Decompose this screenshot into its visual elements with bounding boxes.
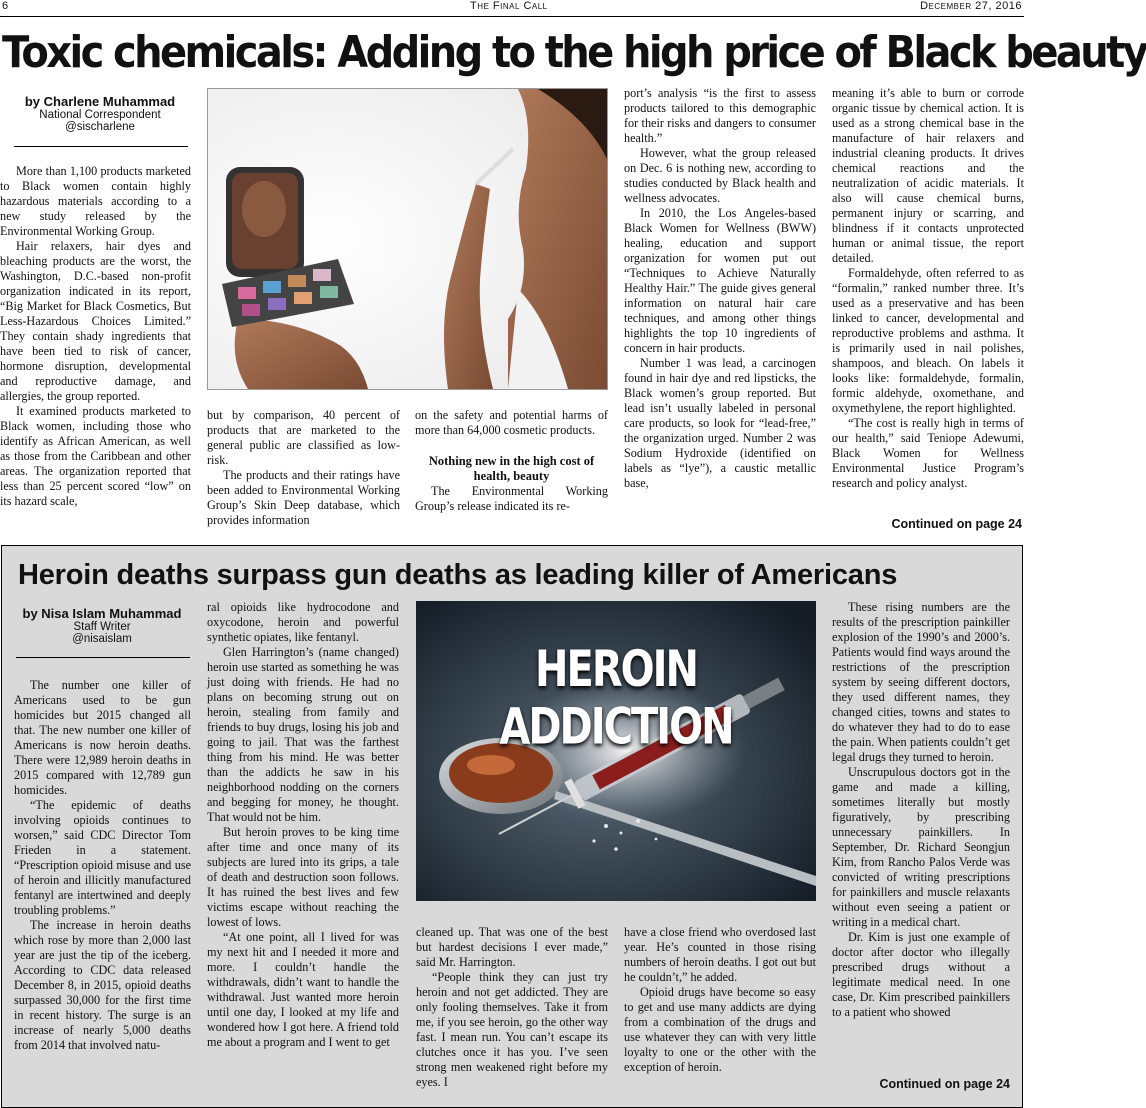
paragraph: meaning it’s able to burn or corrode organic tissue by chemical action. It is used as a strong chemical base in the manufacture of hair relaxers and industrial cleaning products. It drives chemical reactions and the neutralization of acidic materials. It also will cause chemical burns, permanent injury or scarring, and blindness if it contacts unprotected human or animal tissue, the report detailed. — [832, 86, 1024, 265]
paragraph: Glen Harrington’s (name changed) heroin use started as something he was just doing with friends. He had no plans on becoming strung out on heroin, stealing from family and friends to buy drugs, losing his job and going to jail. That was the farthest thing from his mind. He was better than the addicts he saw in his neighborhood nodding on the corners and begging for money, he thought. That would not be him. — [207, 645, 399, 824]
paragraph: Number 1 was lead, a carcinogen found in hair dye and red lipsticks, the Black women’s group reported. But lead isn’t usually labeled in personal care products, so look for “lead-free,” the organization urged. Number 2 was Sodium Hydroxide (identified on labels as “lye”), a caustic metallic base, — [624, 356, 816, 490]
paragraph: “The cost is really high in terms of our health,” said Teniope Adewumi, Black Women for Wellness Environmental Justice Program’s research and policy analyst. — [832, 416, 1024, 490]
paragraph: These rising numbers are the results of the prescription painkiller explosion of the 1990’s and 2000’s. Patients would find ways around the restrictions of the prescription system by seeing different doctors, they used different names, they changed cities, towns and states to do whatever they had to do to ease the pain. When patients couldn’t get legal drugs they turned to heroin. — [832, 600, 1010, 764]
paragraph: But heroin proves to be king time after time and once many of its subjects are lured into its grips, a tale of death and destruction soon follows. It has ruined the best lives and few victims escape without reaching the lowest of lows. — [207, 825, 399, 929]
story1-byline — [10, 94, 190, 133]
story1-column-5 — [832, 86, 1024, 491]
story2-column-3 — [416, 925, 608, 1090]
story2-column-2 — [207, 600, 399, 1050]
beauty-photo — [207, 88, 608, 390]
heroin-addiction-photo — [416, 601, 816, 901]
paragraph: The products and their ratings have been added to Environmental Working Group’s Skin Deep database, which provides information — [207, 468, 400, 527]
story2-column-1 — [14, 678, 191, 1053]
paragraph: Dr. Kim is just one example of doctor after doctor who illegally prescribed drugs without a legitimate medical need. In one case, Dr. Kim prescribed painkillers to a patient who showed — [832, 930, 1010, 1019]
woman-with-mirror-illustration — [208, 89, 607, 389]
paragraph: It examined products marketed to Black women, including those who identify as African American, as well as those from the Caribbean and other areas. The organization reported that less than 25 percent scored “low” on its hazard scale, — [0, 404, 191, 508]
paragraph: “At one point, all I lived for was my next hit and I needed it more and more. I couldn’t handle the withdrawals, didn’t want to handle the withdrawal. Just wanted more heroin until one day, I looked at my life and wondered how I got here. A friend told me about a program and I went to get — [207, 930, 399, 1049]
paragraph: on the safety and potential harms of more than 64,000 cosmetic products. — [415, 408, 608, 437]
paragraph: Formaldehyde, often referred to as “formalin,” ranked number three. It’s used as a preservative and has been linked to cancer, developmental and reproductive problems and asthma. It is primarily used in nail polishes, shampoos, and bleach. On labels it looks like: formaldehyde, formalin, formic aldehyde, oxomethane, and oxymethylene, the report highlighted. — [832, 266, 1024, 415]
paragraph: The increase in heroin deaths which rose by more than 2,000 last year are just the tip of the iceberg. According to CDC data released December 8, in 2015, opioid deaths surpassed 30,000 for the first time in recent history. The surge is an increase of nearly 5,000 deaths from 2014 that involved natu- — [14, 918, 191, 1052]
story1-column-3 — [415, 408, 608, 514]
paragraph: Hair relaxers, hair dyes and bleaching products are the worst, the Washington, D.C.-based non-profit organization indicated in its report, “Big Market for Black Cosmetics, But Less-Hazardous Choices Limited.” They contain shady ingredients that have been tied to risk of cancer, hormone disruption, developmental and reproductive damage, and allergies, the group reported. — [0, 239, 191, 403]
paragraph: However, what the group released on Dec. 6 is nothing new, according to studies conducted by Black health and wellness advocates. — [624, 146, 816, 205]
story1-column-4 — [624, 86, 816, 491]
image-overlay-title: HEROIN ADDICTION — [499, 641, 733, 756]
paragraph: Unscrupulous doctors got in the game and made a killing, sometimes literally but mostly figuratively, by prescribing unnecessary painkillers. In September, Dr. Richard Seongjun Kim, from Rancho Palos Verde was convicted of writing prescriptions for painkillers and muscle relaxants without even seeing a patient or writing in a medical chart. — [832, 765, 1010, 929]
running-header — [0, 0, 1024, 17]
story1-column-1 — [0, 164, 191, 509]
byline-rule — [14, 146, 188, 147]
paragraph: “The epidemic of deaths involving opioids continues to worsen,” said CDC Director Tom Frieden in a statement. “Prescription opioid misuse and use of heroin and illicitly manufactured fentanyl are intertwined and deeply troubling problems.” — [14, 798, 191, 917]
publication-name: The Final Call — [470, 0, 548, 12]
paragraph: The number one killer of Americans used to be gun homicides but 2015 changed all that. The new number one killer of Americans is now heroin deaths. There were 12,989 heroin deaths in 2015 compared with 12,789 gun homicides. — [14, 678, 191, 797]
paragraph: The Environmental Working Group’s release indicated its re- — [415, 484, 608, 513]
paragraph: “People think they can just try heroin and not get addicted. They are only fooling themselves. Take it from me, if you see heroin, go the other way fast. I mean run. You can’t escape its clutches once it has you. I’ve seen strong men weakened right before my eyes. I — [416, 970, 608, 1089]
byline-name: by Charlene Muhammad — [24, 94, 176, 109]
paragraph: but by comparison, 40 percent of products that are marketed to the general public are classified as low-risk. — [207, 408, 400, 467]
paragraph: port’s analysis “is the first to assess products tailored to this demographic for their risks and dangers to consumer health.” — [624, 86, 816, 145]
paragraph: Opioid drugs have become so easy to get and use many addicts are dying from a combination of the drugs and use whatever they can with very little loyalty to one or the other with the exception of heroin. — [624, 985, 816, 1074]
story2-column-4 — [624, 925, 816, 1075]
byline-title: National Correspondent — [39, 109, 161, 121]
paragraph: In 2010, the Los Angeles-based Black Women for Wellness (BWW) healing, education and support organization for women put out “Techniques to Achieve Naturally Healthy Hair.” The guide gives general information on natural hair care techniques, and among other things highlights the top 10 ingredients of concern in hair products. — [624, 206, 816, 355]
story2-byline — [12, 606, 192, 645]
story2-continued-link[interactable]: Continued on page 24 — [879, 1077, 1010, 1091]
story1-headline: Toxic chemicals: Adding to the high price of Black beauty — [2, 28, 1146, 78]
paragraph: have a close friend who overdosed last year. He’s counted in those rising numbers of heroin deaths. I got out but he couldn’t,” he added. — [624, 925, 816, 984]
story1-subhead: Nothing new in the high cost of health, beauty — [428, 454, 595, 483]
paragraph: ral opioids like hydrocodone and oxycodone, heroin and powerful synthetic opiates, like fentanyl. — [207, 600, 399, 644]
issue-date: December 27, 2016 — [920, 0, 1022, 12]
page-number: 6 — [2, 0, 9, 12]
story2-column-5 — [832, 600, 1010, 1020]
story2-headline: Heroin deaths surpass gun deaths as leading killer of Americans — [18, 559, 898, 591]
byline-handle: @sischarlene — [65, 121, 135, 133]
story1-column-2 — [207, 408, 400, 528]
byline-title: Staff Writer — [73, 621, 131, 633]
story1-continued-link[interactable]: Continued on page 24 — [891, 517, 1022, 531]
paragraph: More than 1,100 products marketed to Black women contain highly hazardous materials according to a new study released by the Environmental Working Group. — [0, 164, 191, 238]
byline-name: by Nisa Islam Muhammad — [22, 606, 182, 621]
byline-rule — [16, 657, 190, 658]
byline-handle: @nisaislam — [72, 633, 132, 645]
paragraph: cleaned up. That was one of the best but hardest decisions I ever made,” said Mr. Harrington. — [416, 925, 608, 969]
